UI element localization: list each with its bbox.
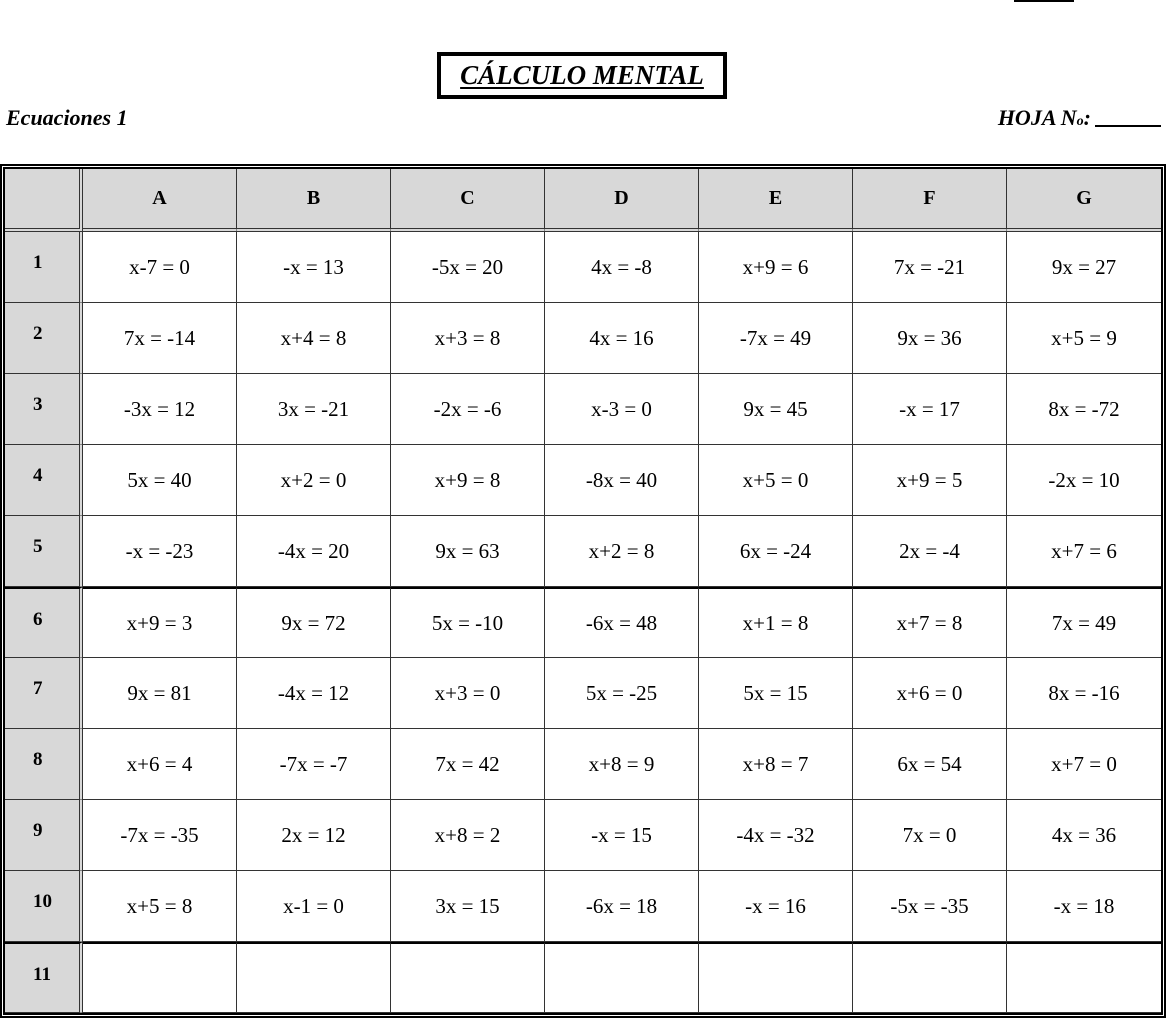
table-body [5, 232, 1161, 1013]
column-header-e: E [699, 169, 853, 232]
worksheet-subtitle: Ecuaciones 1 [6, 105, 128, 130]
equation-cell: -x = 16 [699, 871, 853, 942]
equation-cell: 3x = -21 [237, 374, 391, 445]
equation-cell: x-1 = 0 [237, 871, 391, 942]
table-row [5, 658, 1161, 729]
equation-cell: x+5 = 9 [1007, 303, 1161, 374]
table-row [5, 871, 1161, 942]
equation-cell: x+9 = 8 [391, 445, 545, 516]
equation-cell: -2x = -6 [391, 374, 545, 445]
equation-cell: 7x = 42 [391, 729, 545, 800]
column-header-c: C [391, 169, 545, 232]
equation-cell: -4x = -32 [699, 800, 853, 871]
row-header: 10 [5, 871, 83, 942]
page-title [437, 52, 727, 99]
equation-cell: 5x = 15 [699, 658, 853, 729]
equation-cell: 8x = -72 [1007, 374, 1161, 445]
equation-cell: -2x = 10 [1007, 445, 1161, 516]
equation-cell: x+9 = 3 [83, 587, 237, 658]
equation-cell: 3x = 15 [391, 871, 545, 942]
equation-cell: -5x = -35 [853, 871, 1007, 942]
column-header-b: B [237, 169, 391, 232]
equation-cell: 4x = -8 [545, 232, 699, 303]
equation-cell: -6x = 48 [545, 587, 699, 658]
equation-cell: 9x = 36 [853, 303, 1007, 374]
equation-cell: 5x = -25 [545, 658, 699, 729]
row-header: 6 [5, 587, 83, 658]
table-row [5, 516, 1161, 587]
row-header: 1 [5, 232, 83, 303]
equation-cell: x+4 = 8 [237, 303, 391, 374]
equation-cell: 7x = -21 [853, 232, 1007, 303]
equation-cell: x+9 = 6 [699, 232, 853, 303]
row-header: 9 [5, 800, 83, 871]
equation-cell: -6x = 18 [545, 871, 699, 942]
equation-cell: 2x = -4 [853, 516, 1007, 587]
column-header-a: A [83, 169, 237, 232]
table-row [5, 232, 1161, 303]
corner-rule [1014, 0, 1074, 2]
equation-cell: -7x = 49 [699, 303, 853, 374]
equation-cell: -4x = 20 [237, 516, 391, 587]
equation-cell: x+6 = 4 [83, 729, 237, 800]
equation-cell: x+8 = 9 [545, 729, 699, 800]
equation-cell: x+8 = 2 [391, 800, 545, 871]
row-header: 5 [5, 516, 83, 587]
equation-cell: 6x = 54 [853, 729, 1007, 800]
equation-cell: x+3 = 8 [391, 303, 545, 374]
equation-cell: -7x = -35 [83, 800, 237, 871]
column-header-f: F [853, 169, 1007, 232]
row-header: 2 [5, 303, 83, 374]
sheet-number-blank[interactable] [1095, 125, 1161, 127]
equation-cell: x+6 = 0 [853, 658, 1007, 729]
column-header-g: G [1007, 169, 1161, 232]
equation-cell: x-7 = 0 [83, 232, 237, 303]
page-title-text: CÁLCULO MENTAL [460, 60, 704, 90]
sheet-number-field [998, 105, 1161, 131]
equation-cell: x-3 = 0 [545, 374, 699, 445]
equation-cell: -7x = -7 [237, 729, 391, 800]
table-row [5, 729, 1161, 800]
equation-cell: 5x = -10 [391, 587, 545, 658]
equation-cell: -8x = 40 [545, 445, 699, 516]
equation-cell: x+7 = 8 [853, 587, 1007, 658]
equation-cell: 4x = 36 [1007, 800, 1161, 871]
table-row [5, 445, 1161, 516]
row-header: 4 [5, 445, 83, 516]
equation-cell: x+3 = 0 [391, 658, 545, 729]
equation-cell: 9x = 72 [237, 587, 391, 658]
equation-cell: 4x = 16 [545, 303, 699, 374]
equation-cell: 9x = 81 [83, 658, 237, 729]
equation-cell: -3x = 12 [83, 374, 237, 445]
equation-cell: x+7 = 6 [1007, 516, 1161, 587]
table-row [5, 800, 1161, 871]
equation-cell: -4x = 12 [237, 658, 391, 729]
equation-cell: 7x = 0 [853, 800, 1007, 871]
row-header: 7 [5, 658, 83, 729]
table-corner-cell [5, 169, 83, 232]
row-header: 11 [5, 942, 83, 1013]
table-header-row [5, 169, 1161, 232]
row-header: 8 [5, 729, 83, 800]
equation-cell: 9x = 63 [391, 516, 545, 587]
equation-cell: 2x = 12 [237, 800, 391, 871]
equation-cell: 7x = -14 [83, 303, 237, 374]
table-row [5, 587, 1161, 658]
equation-cell: x+2 = 0 [237, 445, 391, 516]
equation-cell: 8x = -16 [1007, 658, 1161, 729]
equation-cell: x+5 = 8 [83, 871, 237, 942]
equation-cell: 9x = 45 [699, 374, 853, 445]
table-row [5, 303, 1161, 374]
equation-cell: x+9 = 5 [853, 445, 1007, 516]
equation-cell: -x = 13 [237, 232, 391, 303]
row-header: 3 [5, 374, 83, 445]
equation-cell: -x = 18 [1007, 871, 1161, 942]
sheet-number-sup: o [1076, 114, 1084, 129]
equation-cell: -x = -23 [83, 516, 237, 587]
equation-cell: 7x = 49 [1007, 587, 1161, 658]
sheet-number-colon: : [1083, 105, 1091, 130]
equation-cell: -x = 15 [545, 800, 699, 871]
equation-cell: x+2 = 8 [545, 516, 699, 587]
equation-cell: -x = 17 [853, 374, 1007, 445]
equation-cell: 5x = 40 [83, 445, 237, 516]
table-row [5, 374, 1161, 445]
sheet-number-label: HOJA N [997, 105, 1077, 130]
equation-cell: 9x = 27 [1007, 232, 1161, 303]
equation-cell: x+8 = 7 [699, 729, 853, 800]
equation-cell: 6x = -24 [699, 516, 853, 587]
equations-table [0, 164, 1166, 1018]
equation-cell: x+7 = 0 [1007, 729, 1161, 800]
equation-cell: x+1 = 8 [699, 587, 853, 658]
equation-cell: x+5 = 0 [699, 445, 853, 516]
equation-cell: -5x = 20 [391, 232, 545, 303]
column-header-d: D [545, 169, 699, 232]
